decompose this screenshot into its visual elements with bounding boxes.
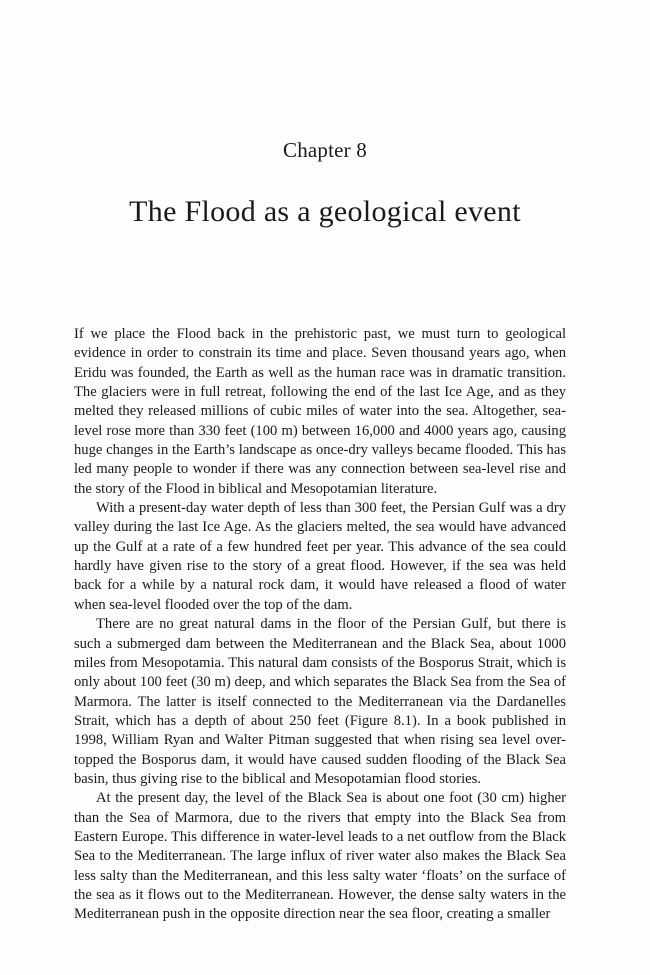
paragraph-2: With a present-day water depth of less than 300 feet, the Persian Gulf was a dry valley during the last Ice Age. As the glaciers melted, the sea would have advanced up the Gulf at a rate of a few hundred feet per year. This advance of the sea could hardly have given rise to the story of a great flood. However, if the sea was held back for a while by a natural rock dam, it would have released a flood of water when sea-level flooded over the top of the dam.	[74, 500, 566, 613]
paragraph-4: At the present day, the level of the Black Sea is about one foot (30 cm) higher than the Sea of Marmora, due to the rivers that empty into the Black Sea from Eastern Europe. This difference in water-level leads to a net outflow from the Black Sea to the Mediterranean. The large influx of river water also makes the Black Sea less salty than the Mediterranean, and this less salty water ‘floats’ on the surface of the sea as it flows out to the Mediterranean. However, the dense salty waters in the Mediterranean push in the opposite direction near the sea floor, creating a smaller	[74, 790, 566, 923]
paragraph-1: If we place the Flood back in the prehistoric past, we must turn to geological evidence in order to constrain its time and place. Seven thousand years ago, when Eridu was founded, the Earth as well as the human race was in dramatic transition. The glaciers were in full retreat, following the end of the last Ice Age, and as they melted they released millions of cubic miles of water into the sea. Altogether, sea-level rose more than 330 feet (100 m) between 16,000 and 4000 years ago, causing huge changes in the Earth’s landscape as once-dry valleys became flooded. This has led many people to wonder if there was any connection between sea-level rise and the story of the Flood in biblical and Mesopotamian literature.	[74, 326, 566, 497]
paragraph-3: There are no great natural dams in the floor of the Persian Gulf, but there is such a submerged dam between the Mediterranean and the Black Sea, about 1000 miles from Mesopotamia. This natural dam consists of the Bosporus Strait, which is only about 100 feet (30 m) deep, and which separates the Black Sea from the Sea of Marmora. The latter is itself connected to the Mediterranean via the Dardanelles Strait, which has a depth of about 250 feet (Figure 8.1). In a book published in 1998, William Ryan and Walter Pitman suggested that when rising sea level over-topped the Bosporus dam, it would have caused sudden flooding of the Black Sea basin, thus giving rise to the biblical and Mesopotamian flood stories.	[74, 616, 566, 787]
chapter-number: Chapter 8	[282, 138, 368, 162]
chapter-title: The Flood as a geological event	[129, 195, 521, 228]
body-text	[74, 325, 566, 925]
